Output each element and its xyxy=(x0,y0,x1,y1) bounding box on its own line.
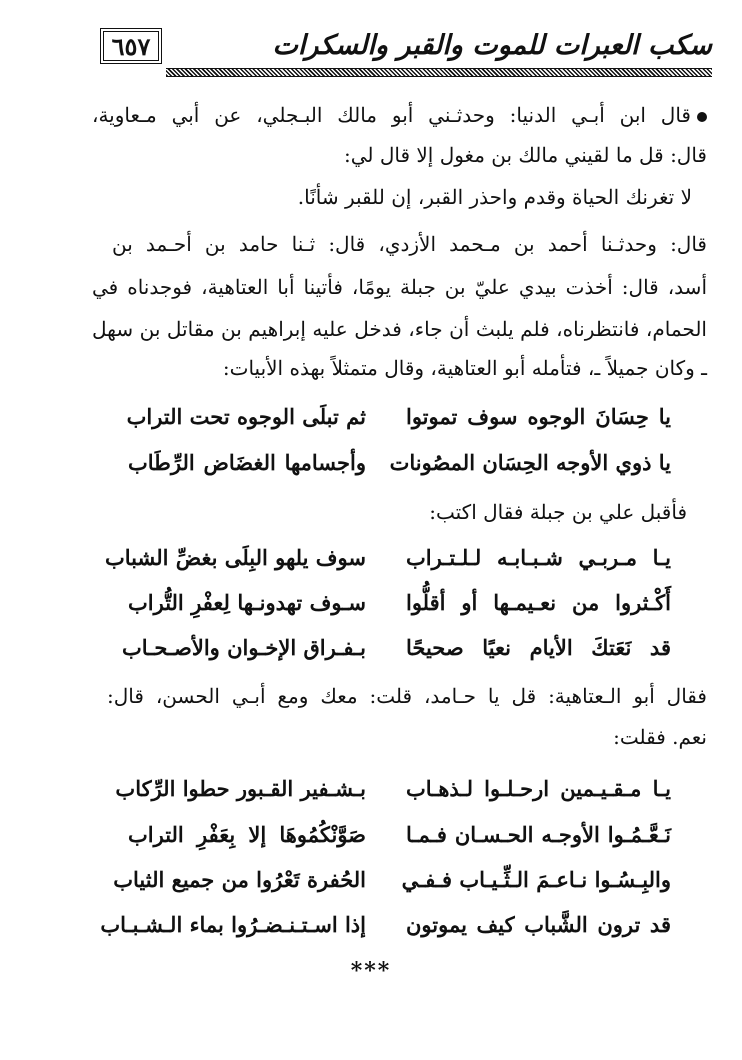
verse-hemistich-right: والبِـسُـوا نـاعـمَ الـثِّـيـاب فـفـي xyxy=(401,867,671,892)
text-line: ـ وكان جميلاً ـ، فتأمله أبو العتاهية، وقال متمثلاً بهذه الأبيات: xyxy=(222,356,707,380)
verse-row xyxy=(92,867,707,901)
text-line: فأقبل علي بن جبلة فقال اكتب: xyxy=(429,500,687,524)
verse-row xyxy=(92,590,707,624)
verse-row xyxy=(92,822,707,856)
verse-hemistich-right: يـا مـربـي شـبـابـه لـلـتـراب xyxy=(406,545,671,570)
verse-row xyxy=(92,450,707,484)
verse-hemistich-right: يا ذوي الأوجه الحِسَان المصُونات xyxy=(389,450,671,475)
text-line: لا تغرنك الحياة وقدم واحذر القبر، إن للقبر شأنًا. xyxy=(297,185,692,209)
page-header xyxy=(100,26,712,76)
running-title: سكب العبرات للموت والقبر والسكرات xyxy=(272,30,712,61)
verse-hemistich-left: وأجسامها الغضَاض الرِّطَاب xyxy=(128,450,366,475)
verse-hemistich-right: قد نَعَتكَ الأيام نعيًا صحيحًا xyxy=(406,635,671,660)
bullet-icon xyxy=(697,112,707,122)
page-number: ٦٥٧ xyxy=(100,28,162,64)
verse-hemistich-left: ثم تبلَى الوجوه تحت التراب xyxy=(126,404,366,429)
verse-hemistich-right: يـا مـقـيـمين ارحـلـوا لـذهـاب xyxy=(406,776,671,801)
text-line: فقال أبو الـعتاهية: قل يا حـامد، قلت: معك ومع أبـي الحسن، قال: xyxy=(107,684,707,708)
text-line: قال: وحدثـنا أحمد بن مـحمد الأزدي، قال: ثـنا حامد بن أحـمد بن xyxy=(112,232,707,256)
verse-hemistich-left: سوف يلهو البِلَى بغضِّ الشباب xyxy=(105,545,366,570)
text-line: قال: قل ما لقيني مالك بن مغول إلا قال لي: xyxy=(343,143,707,167)
header-rule xyxy=(166,68,712,77)
verse-hemistich-left: صَوَّنْكُمُوهَا إلا بِعَفْرِ التراب xyxy=(128,822,366,847)
verse-hemistich-right: نَـعَّـمُـوا الأوجـه الحـسـان فـمـا xyxy=(406,822,671,847)
text-line: الحمام، فانتظرناه، فلم يلبث أن جاء، فدخل عليه إبراهيم بن مقاتل بن سهل xyxy=(92,317,707,341)
verse-hemistich-right: يا حِسَانَ الوجوه سوف تموتوا xyxy=(406,404,671,429)
verse-row xyxy=(92,912,707,946)
verse-row xyxy=(92,404,707,438)
verse-hemistich-right: قد ترون الشَّباب كيف يموتون xyxy=(406,912,671,937)
verse-row xyxy=(92,545,707,579)
text-line: نعم. فقلت: xyxy=(613,725,707,749)
verse-hemistich-left: سـوف تهدونـها لِعفْرِ التُّراب xyxy=(128,590,366,615)
verse-hemistich-left: الحُفرة تَعْرُوا من جميع الثياب xyxy=(113,867,366,892)
verse-hemistich-left: إذا اسـتـنـضـرُوا بماء الـشـبـاب xyxy=(100,912,366,937)
text-line: أسد، قال: أخذت بيدي عليّ بن جبلة يومًا، فأتينا أبا العتاهية، فوجدناه في xyxy=(92,275,707,299)
verse-hemistich-right: أَكْـثروا من نعـيمـها أو أقلُّوا xyxy=(406,590,671,615)
verse-hemistich-left: بـشـفير القـبور حطوا الرِّكاب xyxy=(115,776,366,801)
text-line: قال ابن أبـي الدنيا: وحدثـني أبو مالك البـجلي، عن أبي مـعاوية، xyxy=(92,100,707,130)
verse-row xyxy=(92,635,707,669)
verse-row xyxy=(92,776,707,810)
section-end-stars: *** xyxy=(350,958,392,984)
verse-hemistich-left: بـفـراق الإخـوان والأصـحـاب xyxy=(122,635,366,660)
